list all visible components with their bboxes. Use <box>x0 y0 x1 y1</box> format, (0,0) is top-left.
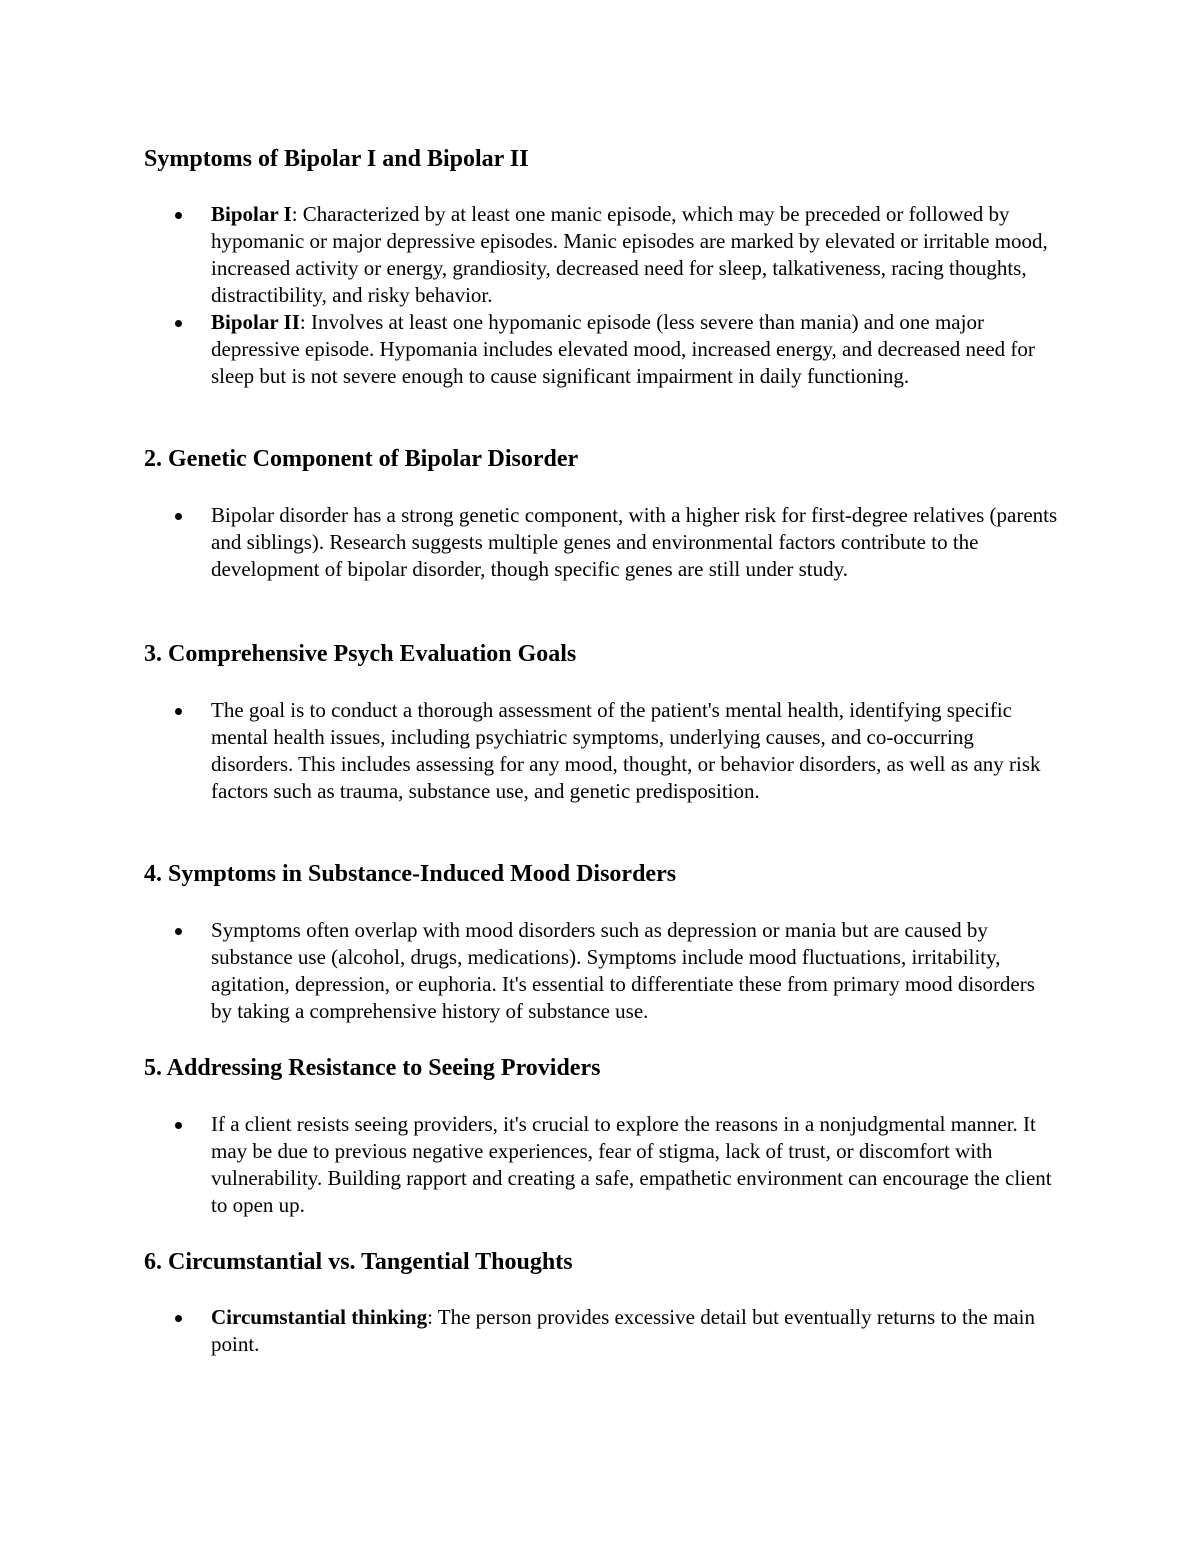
list-item <box>0 201 1061 309</box>
bullet-icon <box>175 708 182 715</box>
section-heading: Symptoms of Bipolar I and Bipolar II <box>144 146 529 172</box>
section-heading: 2. Genetic Component of Bipolar Disorder <box>144 446 579 472</box>
list-item <box>0 697 1061 805</box>
bullet-icon <box>175 1122 182 1129</box>
list-item <box>0 502 1061 583</box>
list-item <box>0 917 1061 1025</box>
bullet-list <box>0 697 1200 805</box>
bullet-icon <box>175 212 182 219</box>
list-item-text: : Characterized by at least one manic episode, which may be preceded or followed by hypomanic or major depressive episodes. Manic episodes are marked by elevated or irritable mood, increased activity or energy, grandiosity, decreased need for sleep, talkativeness, racing thoughts, distractibility, and risky behavior. <box>211 202 1048 307</box>
list-item-text: Symptoms often overlap with mood disorders such as depression or mania but are caused by substance use (alcohol, drugs, medications). Symptoms include mood fluctuations, irritability, agitation, depression, or euphoria. It's essential to differentiate these from primary mood disorders by taking a comprehensive history of substance use. <box>211 918 1035 1023</box>
list-item-term: Circumstantial thinking <box>211 1305 428 1329</box>
bullet-icon <box>175 1315 182 1322</box>
list-item <box>0 1111 1061 1219</box>
list-item-text: The goal is to conduct a thorough assessment of the patient's mental health, identifying specific mental health issues, including psychiatric symptoms, underlying causes, and co-occurring disorders. This includes assessing for any mood, thought, or behavior disorders, as well as any risk factors such as trauma, substance use, and genetic predisposition. <box>211 698 1041 803</box>
bullet-icon <box>175 320 182 327</box>
list-item-text: If a client resists seeing providers, it's crucial to explore the reasons in a nonjudgmental manner. It may be due to previous negative experiences, fear of stigma, lack of trust, or discomfort with vulnerability. Building rapport and creating a safe, empathetic environment can encourage the client to open up. <box>211 1112 1052 1217</box>
list-item-term: Bipolar I <box>211 202 292 226</box>
list-item-text: : The person provides excessive detail but eventually returns to the main point. <box>211 1305 1035 1356</box>
bullet-list <box>0 201 1200 390</box>
list-item-text: Bipolar disorder has a strong genetic component, with a higher risk for first-degree relatives (parents and siblings). Research suggests multiple genes and environmental factors contribute to the development of bipolar disorder, though specific genes are still under study. <box>211 503 1058 581</box>
bullet-icon <box>175 513 182 520</box>
list-item <box>0 309 1061 390</box>
bullet-list <box>0 502 1200 583</box>
section-heading: 6. Circumstantial vs. Tangential Thoughts <box>144 1249 573 1275</box>
list-item-text: : Involves at least one hypomanic episode (less severe than mania) and one major depressive episode. Hypomania includes elevated mood, increased energy, and decreased need for sleep but is not severe enough to cause significant impairment in daily functioning. <box>211 310 1035 388</box>
bullet-list <box>0 917 1200 1025</box>
list-item-term: Bipolar II <box>211 310 300 334</box>
list-item <box>0 1304 1061 1358</box>
bullet-list <box>0 1304 1200 1358</box>
section-heading: 3. Comprehensive Psych Evaluation Goals <box>144 641 577 667</box>
section-heading: 5. Addressing Resistance to Seeing Providers <box>144 1055 601 1081</box>
bullet-icon <box>175 928 182 935</box>
bullet-list <box>0 1111 1200 1219</box>
section-heading: 4. Symptoms in Substance-Induced Mood Disorders <box>144 861 677 887</box>
